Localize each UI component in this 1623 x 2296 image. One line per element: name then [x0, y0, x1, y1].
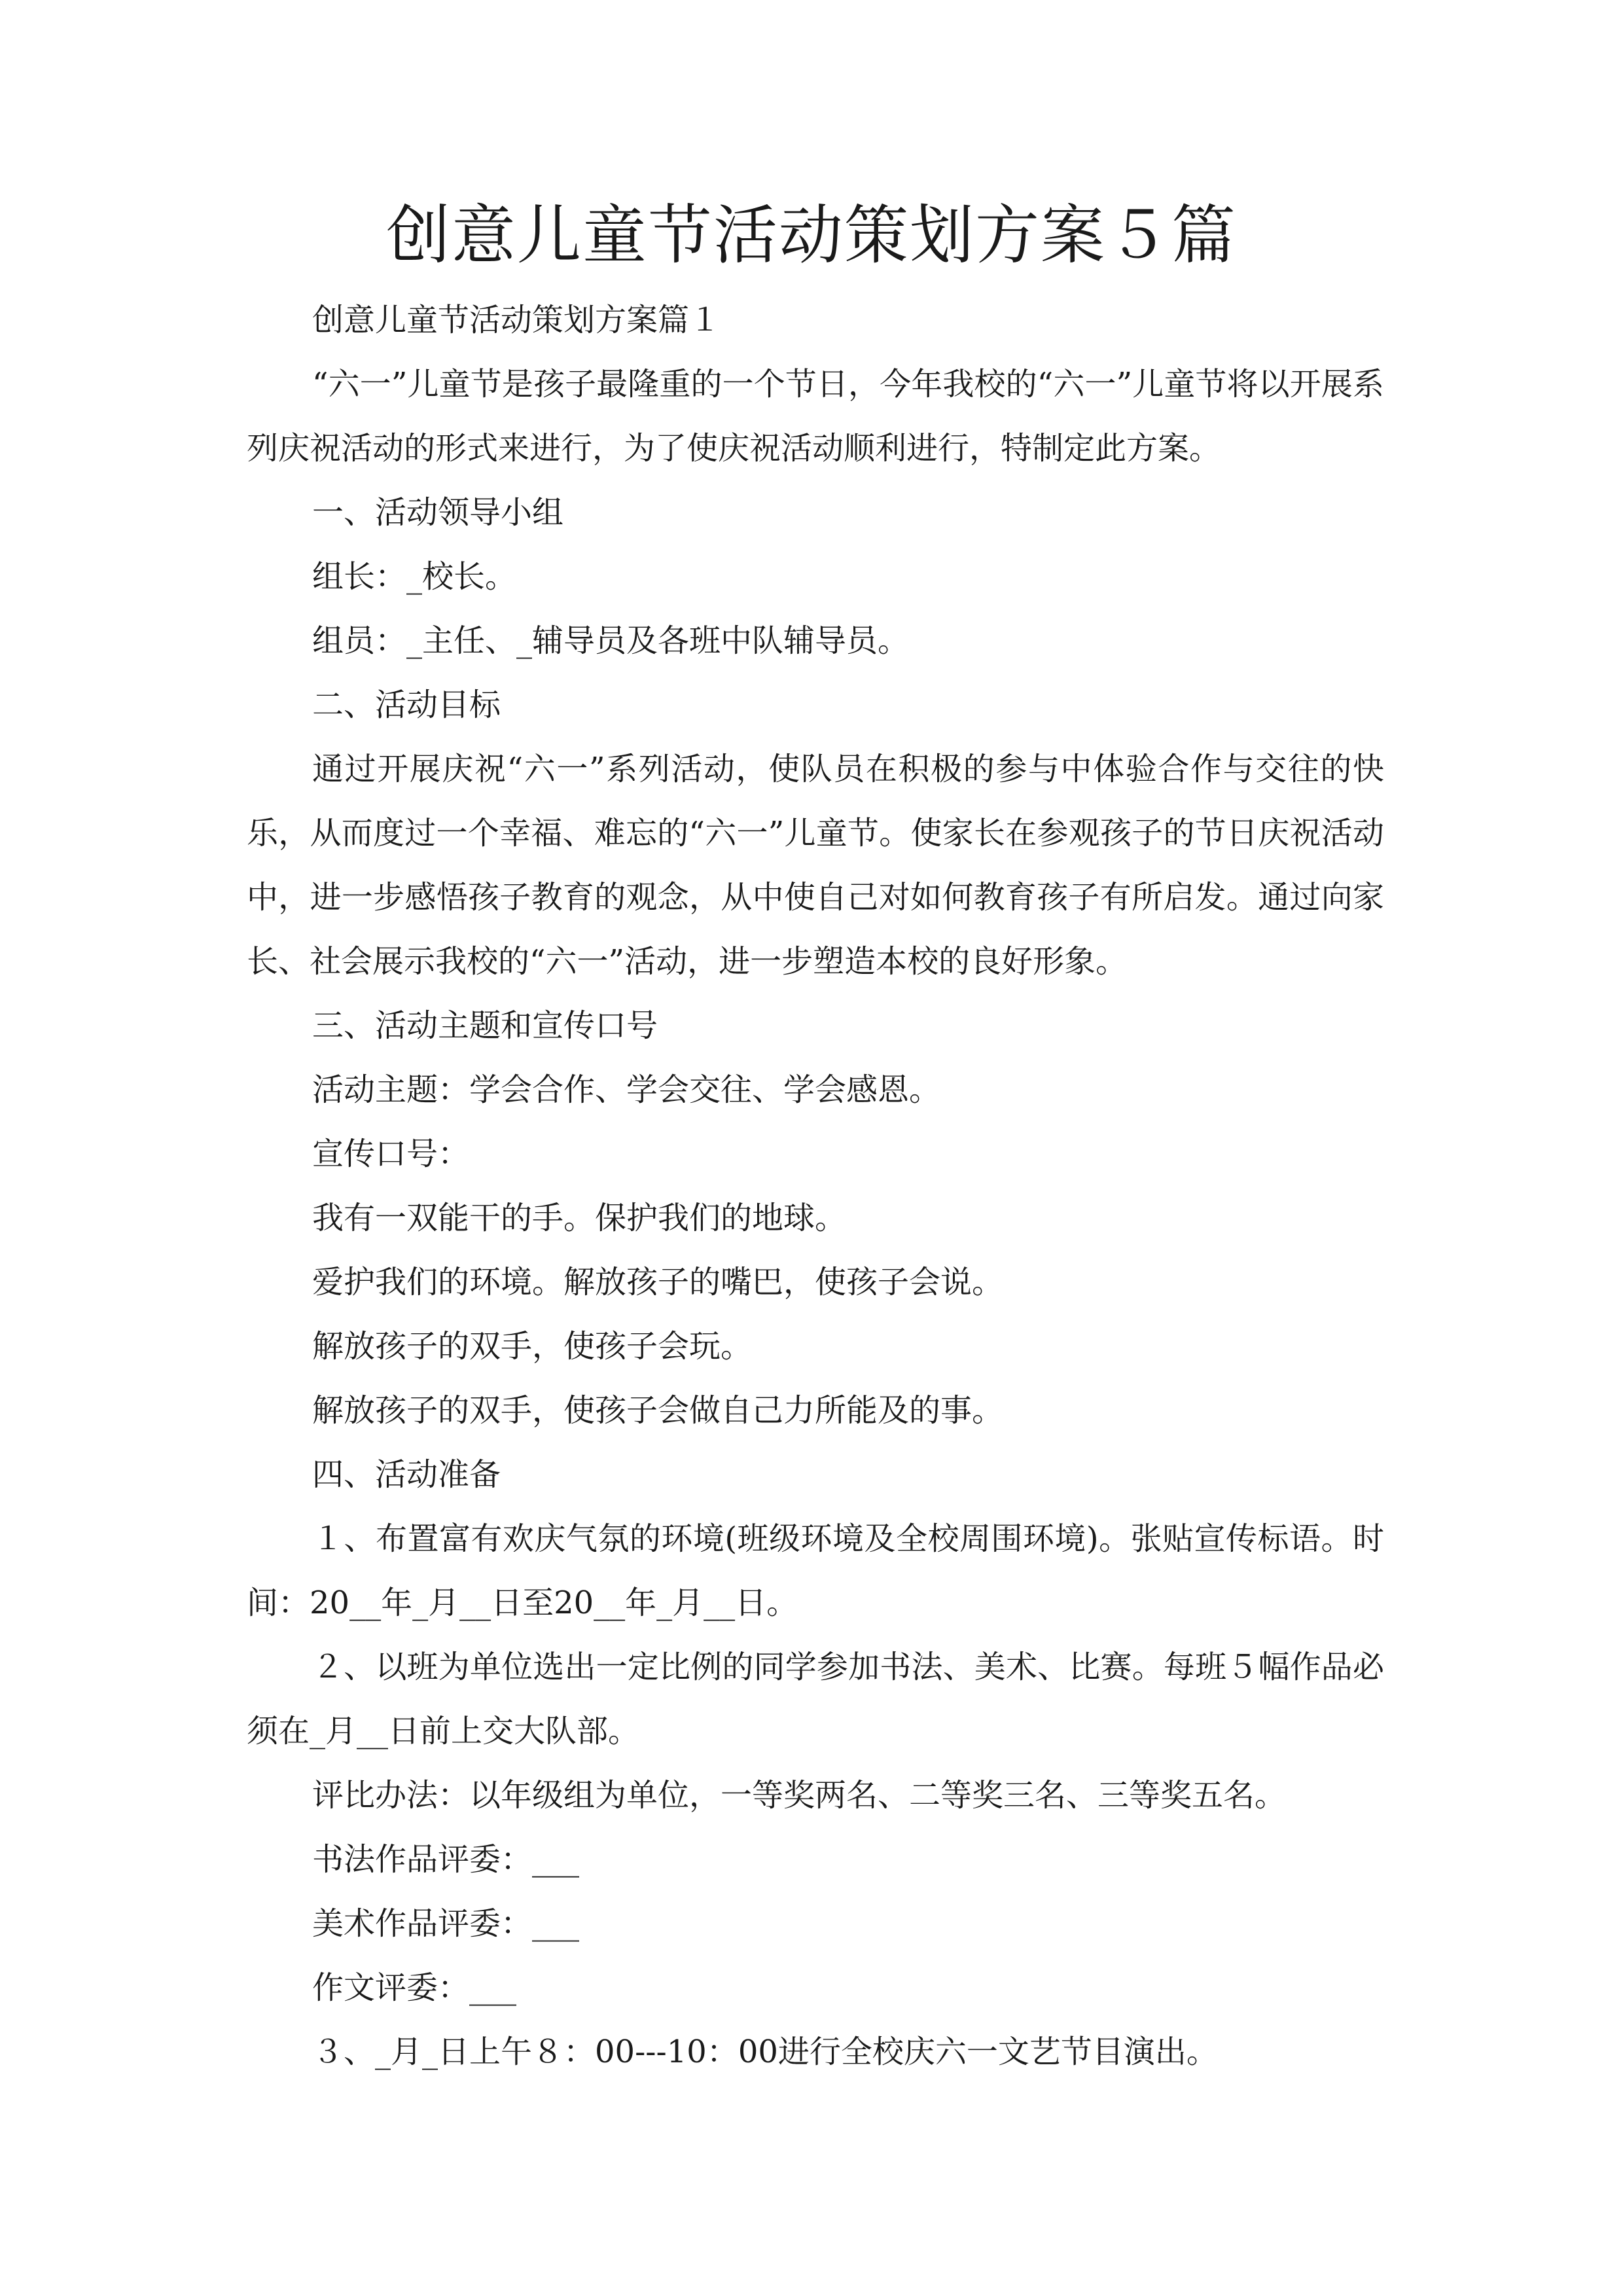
paragraph: 解放孩子的双手，使孩子会做自己力所能及的事。	[312, 1392, 1004, 1429]
paragraph: 组员：_主任、_辅导员及各班中队辅导员。	[312, 622, 910, 659]
intro-paragraph: “六一”儿童节是孩子最隆重的一个节日，今年我校的“六一”儿童节将以开展系列庆祝活动的形式来进行，为了使庆祝活动顺利进行，特制定此方案。	[247, 366, 1384, 467]
paragraph: 活动主题：学会合作、学会交往、学会感恩。	[312, 1071, 941, 1108]
paragraph: 作文评委：___	[312, 1969, 517, 2006]
paragraph: ２、以班为单位选出一定比例的同学参加书法、美术、比赛。每班５幅作品必须在_月__日前上交大队部。	[247, 1649, 1384, 1749]
paragraph: 爱护我们的环境。解放孩子的嘴巴，使孩子会说。	[312, 1264, 1004, 1300]
paragraph: １、布置富有欢庆气氛的环境(班级环境及全校周围环境)。张贴宣传标语。时间：20__年_月__日至20__年_月__日。	[247, 1520, 1384, 1621]
paragraph: 组长：_校长。	[312, 558, 517, 595]
document-title: 创意儿童节活动策划方案５篇	[385, 198, 1237, 273]
paragraph: 书法作品评委：___	[312, 1841, 580, 1878]
paragraph: 美术作品评委：___	[312, 1905, 580, 1942]
document-body	[247, 288, 1384, 2084]
paragraph: 我有一双能干的手。保护我们的地球。	[312, 1200, 847, 1236]
paragraph: ３、_月_日上午８：00---10：00进行全校庆六一文艺节目演出。	[312, 2034, 1218, 2070]
section-heading: 二、活动目标	[312, 687, 501, 723]
paragraph: 评比办法：以年级组为单位，一等奖两名、二等奖三名、三等奖五名。	[312, 1777, 1287, 1814]
section-heading: 三、活动主题和宣传口号	[312, 1007, 658, 1044]
section-heading: 四、活动准备	[312, 1456, 501, 1493]
paragraph: 宣传口号：	[312, 1136, 470, 1172]
paragraph: 通过开展庆祝“六一”系列活动，使队员在积极的参与中体验合作与交往的快乐，从而度过一个幸福、难忘的“六一”儿童节。使家长在参观孩子的节日庆祝活动中，进一步感悟孩子教育的观念，从中使自己对如何教育孩子有所启发。通过向家长、社会展示我校的“六一”活动，进一步塑造本校的良好形象。	[247, 751, 1384, 980]
paragraph: 解放孩子的双手，使孩子会玩。	[312, 1328, 753, 1365]
section-heading: 一、活动领导小组	[312, 494, 564, 531]
section-heading: 创意儿童节活动策划方案篇１	[312, 302, 721, 338]
